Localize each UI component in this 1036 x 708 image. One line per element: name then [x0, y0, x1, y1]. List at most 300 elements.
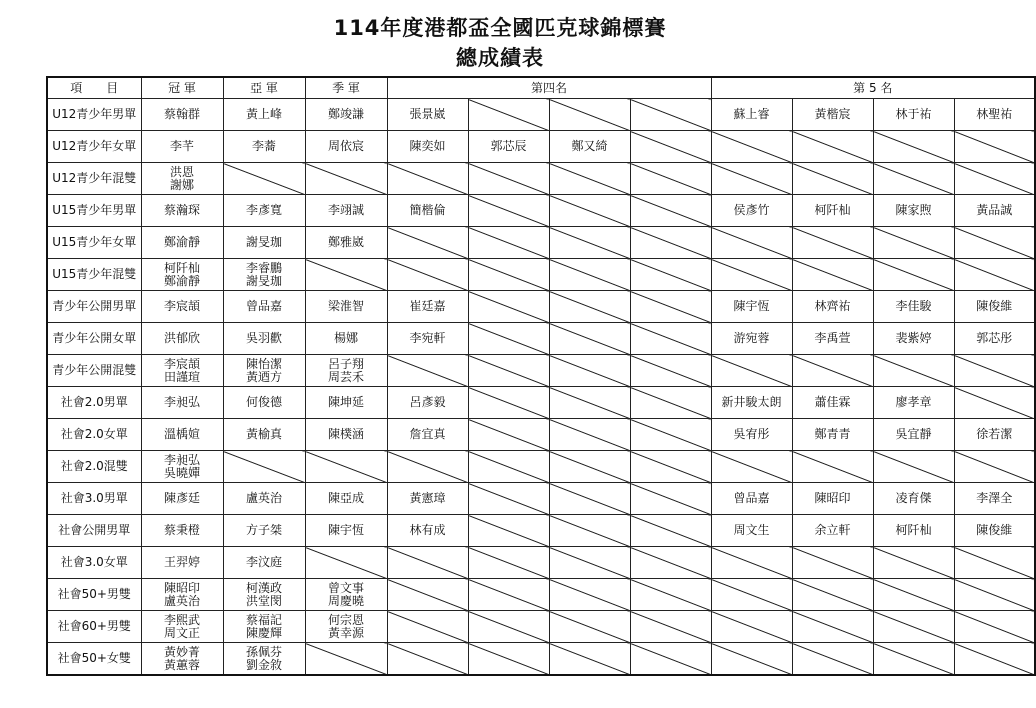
third-cell — [305, 643, 387, 676]
champion-cell — [141, 163, 223, 195]
champion-cell — [141, 611, 223, 643]
fourth-place-cell: 郭芯辰 — [468, 131, 549, 163]
fifth-place-cell: 黃楷宸 — [792, 99, 873, 131]
table-row — [47, 227, 1035, 259]
fifth-place-cell — [792, 227, 873, 259]
fifth-place-cell: 黃品誠 — [954, 195, 1035, 227]
fourth-place-cell: 詹宜真 — [387, 419, 468, 451]
player-name: 謝娜 — [169, 177, 194, 192]
champion-cell — [141, 259, 223, 291]
fifth-place-cell — [792, 451, 873, 483]
fourth-place-cell: 鄭又綺 — [549, 131, 630, 163]
fourth-place-cell — [630, 547, 711, 579]
player-name: 鄭渝靜 — [163, 273, 200, 288]
player-name: 陳彥廷 — [163, 491, 200, 505]
champion-cell — [141, 419, 223, 451]
fifth-place-cell — [792, 611, 873, 643]
player-name: 何宗恩 — [327, 612, 364, 627]
fifth-place-cell: 吳宥彤 — [711, 419, 792, 451]
event-name-cell: 社會50+女雙 — [47, 643, 141, 676]
player-name: 蔡福記 — [245, 612, 282, 627]
fifth-place-cell: 陳宇恆 — [711, 291, 792, 323]
header-third: 季 軍 — [305, 77, 387, 99]
player-name: 梁淮智 — [327, 299, 364, 313]
fifth-place-cell: 李佳駿 — [873, 291, 954, 323]
fourth-place-cell — [630, 355, 711, 387]
player-name: 李芊 — [169, 139, 194, 153]
fourth-place-cell: 崔廷嘉 — [387, 291, 468, 323]
third-cell — [305, 131, 387, 163]
fourth-place-cell — [630, 483, 711, 515]
fifth-place-cell — [873, 131, 954, 163]
runner-up-cell — [223, 611, 305, 643]
fifth-place-cell: 陳昭印 — [792, 483, 873, 515]
page-title: 114年度港都盃全國匹克球錦標賽 — [333, 16, 667, 40]
champion-cell — [141, 547, 223, 579]
runner-up-cell — [223, 643, 305, 676]
champion-cell — [141, 227, 223, 259]
fourth-place-cell — [549, 99, 630, 131]
fourth-place-cell — [549, 259, 630, 291]
player-name: 李昶弘 — [163, 452, 200, 467]
fourth-place-cell — [630, 163, 711, 195]
fifth-place-cell — [873, 643, 954, 676]
fifth-place-cell — [711, 611, 792, 643]
fourth-place-cell: 呂彥毅 — [387, 387, 468, 419]
fourth-place-cell — [549, 483, 630, 515]
fifth-place-cell: 林齊祐 — [792, 291, 873, 323]
fourth-place-cell — [549, 611, 630, 643]
player-name: 溫楀媗 — [163, 427, 200, 441]
table-row — [47, 419, 1035, 451]
table-row — [47, 259, 1035, 291]
fourth-place-cell — [387, 259, 468, 291]
results-table — [46, 76, 1036, 676]
fifth-place-cell — [873, 355, 954, 387]
fourth-place-cell — [468, 611, 549, 643]
fourth-place-cell — [549, 515, 630, 547]
player-name: 黃蕙蓉 — [163, 657, 200, 672]
third-cell — [305, 547, 387, 579]
fourth-place-cell — [630, 611, 711, 643]
fourth-place-cell — [387, 579, 468, 611]
fourth-place-cell — [387, 355, 468, 387]
player-name: 謝旻珈 — [245, 235, 282, 249]
event-name-cell: 青少年公開男單 — [47, 291, 141, 323]
fifth-place-cell: 蘇上睿 — [711, 99, 792, 131]
fourth-place-cell — [468, 579, 549, 611]
fourth-place-cell — [630, 643, 711, 676]
table-row — [47, 643, 1035, 676]
player-name: 洪恩 — [169, 164, 194, 179]
third-cell — [305, 483, 387, 515]
third-cell — [305, 323, 387, 355]
player-name: 李宸頡 — [163, 299, 200, 313]
player-name: 周依宸 — [327, 139, 364, 153]
champion-cell — [141, 355, 223, 387]
fourth-place-cell — [387, 227, 468, 259]
player-name: 李宸頡 — [163, 356, 200, 371]
champion-cell — [141, 483, 223, 515]
player-name: 李昶弘 — [163, 395, 200, 409]
fourth-place-cell — [468, 259, 549, 291]
fifth-place-cell: 吳宜靜 — [873, 419, 954, 451]
fourth-place-cell: 林有成 — [387, 515, 468, 547]
fourth-place-cell — [468, 195, 549, 227]
champion-cell — [141, 451, 223, 483]
fourth-place-cell — [468, 483, 549, 515]
runner-up-cell — [223, 163, 305, 195]
header-item: 項 目 — [47, 77, 141, 99]
event-name-cell: 社會50+男雙 — [47, 579, 141, 611]
player-name: 鄭渝靜 — [163, 235, 200, 249]
third-cell — [305, 291, 387, 323]
fifth-place-cell: 蕭佳霖 — [792, 387, 873, 419]
fourth-place-cell: 陳奕如 — [387, 131, 468, 163]
table-row — [47, 483, 1035, 515]
fourth-place-cell — [549, 291, 630, 323]
player-name: 鄭雅崴 — [327, 235, 364, 249]
third-cell — [305, 387, 387, 419]
event-name-cell: U12青少年男單 — [47, 99, 141, 131]
third-cell — [305, 579, 387, 611]
third-cell — [305, 419, 387, 451]
player-name: 黃榆真 — [245, 427, 282, 441]
runner-up-cell — [223, 291, 305, 323]
player-name: 李彥寬 — [245, 203, 282, 217]
event-name-cell: 社會3.0男單 — [47, 483, 141, 515]
champion-cell — [141, 131, 223, 163]
champion-cell — [141, 291, 223, 323]
player-name: 黃妙菁 — [163, 644, 200, 659]
fourth-place-cell — [549, 195, 630, 227]
player-name: 楊娜 — [333, 331, 358, 345]
runner-up-cell — [223, 259, 305, 291]
fourth-place-cell — [468, 99, 549, 131]
fifth-place-cell — [792, 131, 873, 163]
fourth-place-cell — [468, 547, 549, 579]
player-name: 孫佩芬 — [245, 644, 282, 659]
event-name-cell: 青少年公開女單 — [47, 323, 141, 355]
fourth-place-cell — [630, 387, 711, 419]
header-champion: 冠 軍 — [141, 77, 223, 99]
player-name: 黃迺方 — [245, 369, 282, 384]
fifth-place-cell: 李禹萱 — [792, 323, 873, 355]
player-name: 蔡翰群 — [163, 107, 200, 121]
fourth-place-cell — [468, 323, 549, 355]
player-name: 陳慶輝 — [245, 625, 282, 640]
fifth-place-cell — [792, 643, 873, 676]
fifth-place-cell — [711, 547, 792, 579]
fourth-place-cell — [549, 227, 630, 259]
fourth-place-cell — [630, 131, 711, 163]
fifth-place-cell: 余立軒 — [792, 515, 873, 547]
player-name: 何俊德 — [245, 395, 282, 409]
player-name: 劉金敘 — [245, 657, 282, 672]
champion-cell — [141, 643, 223, 676]
fifth-place-cell — [954, 227, 1035, 259]
table-row — [47, 195, 1035, 227]
runner-up-cell — [223, 483, 305, 515]
player-name: 田謹瑄 — [163, 369, 200, 384]
champion-cell — [141, 579, 223, 611]
fifth-place-cell — [873, 227, 954, 259]
fifth-place-cell — [873, 451, 954, 483]
fourth-place-cell — [468, 227, 549, 259]
page-subtitle: 總成績表 — [456, 46, 544, 70]
table-row — [47, 323, 1035, 355]
fifth-place-cell: 廖孝章 — [873, 387, 954, 419]
runner-up-cell — [223, 547, 305, 579]
fourth-place-cell — [468, 515, 549, 547]
player-name: 蔡秉橙 — [163, 523, 200, 537]
fifth-place-cell — [711, 227, 792, 259]
fourth-place-cell — [468, 291, 549, 323]
table-row — [47, 99, 1035, 131]
fourth-place-cell — [549, 547, 630, 579]
fourth-place-cell — [387, 547, 468, 579]
fifth-place-cell: 凌育傑 — [873, 483, 954, 515]
player-name: 李翊誠 — [327, 203, 364, 217]
fifth-place-cell — [873, 547, 954, 579]
fifth-place-cell — [711, 643, 792, 676]
player-name: 陳昭印 — [163, 580, 200, 595]
player-name: 周文正 — [163, 625, 200, 640]
fourth-place-cell — [630, 291, 711, 323]
fourth-place-cell — [630, 227, 711, 259]
fifth-place-cell: 陳俊維 — [954, 515, 1035, 547]
player-name: 吳羽歡 — [245, 331, 282, 345]
event-name-cell: U12青少年混雙 — [47, 163, 141, 195]
fourth-place-cell — [549, 323, 630, 355]
player-name: 洪堂閔 — [245, 593, 282, 608]
fifth-place-cell: 裴紫婷 — [873, 323, 954, 355]
player-name: 鄭竣謙 — [327, 107, 364, 121]
fifth-place-cell — [954, 611, 1035, 643]
fourth-place-cell — [549, 451, 630, 483]
third-cell — [305, 99, 387, 131]
fifth-place-cell: 柯阡杣 — [873, 515, 954, 547]
fourth-place-cell — [387, 451, 468, 483]
fifth-place-cell — [954, 643, 1035, 676]
fifth-place-cell — [792, 259, 873, 291]
fourth-place-cell: 黃憲璋 — [387, 483, 468, 515]
third-cell — [305, 163, 387, 195]
fifth-place-cell — [873, 163, 954, 195]
runner-up-cell — [223, 355, 305, 387]
third-cell — [305, 355, 387, 387]
fifth-place-cell — [711, 579, 792, 611]
fifth-place-cell — [954, 451, 1035, 483]
player-name: 黃上峰 — [245, 107, 282, 121]
fifth-place-cell — [873, 259, 954, 291]
player-name: 方子桀 — [245, 523, 282, 537]
fourth-place-cell — [630, 259, 711, 291]
player-name: 盧英治 — [245, 491, 282, 505]
fourth-place-cell — [549, 163, 630, 195]
player-name: 周芸禾 — [327, 369, 364, 384]
runner-up-cell — [223, 451, 305, 483]
fifth-place-cell: 林聖祐 — [954, 99, 1035, 131]
fourth-place-cell — [549, 387, 630, 419]
player-name: 李睿鵬 — [245, 260, 282, 275]
champion-cell — [141, 515, 223, 547]
fifth-place-cell — [954, 355, 1035, 387]
event-name-cell: U15青少年混雙 — [47, 259, 141, 291]
fourth-place-cell — [468, 163, 549, 195]
player-name: 李汶庭 — [245, 555, 282, 569]
fifth-place-cell — [792, 547, 873, 579]
fourth-place-cell — [549, 579, 630, 611]
fifth-place-cell — [711, 259, 792, 291]
event-name-cell: 社會2.0女單 — [47, 419, 141, 451]
fifth-place-cell — [954, 259, 1035, 291]
fifth-place-cell — [954, 579, 1035, 611]
champion-cell — [141, 99, 223, 131]
fifth-place-cell: 陳家煦 — [873, 195, 954, 227]
table-row — [47, 131, 1035, 163]
fifth-place-cell — [792, 355, 873, 387]
fifth-place-cell — [711, 355, 792, 387]
table-row — [47, 579, 1035, 611]
third-cell — [305, 227, 387, 259]
fifth-place-cell — [711, 163, 792, 195]
event-name-cell: 社會2.0男單 — [47, 387, 141, 419]
player-name: 陳怡潔 — [245, 356, 282, 371]
fifth-place-cell — [792, 579, 873, 611]
fifth-place-cell — [873, 611, 954, 643]
third-cell — [305, 451, 387, 483]
fourth-place-cell — [387, 611, 468, 643]
fourth-place-cell — [468, 643, 549, 676]
table-row — [47, 515, 1035, 547]
fifth-place-cell — [954, 131, 1035, 163]
fifth-place-cell — [873, 579, 954, 611]
player-name: 陳樸涵 — [327, 427, 364, 441]
event-name-cell: U12青少年女單 — [47, 131, 141, 163]
fifth-place-cell: 鄭青青 — [792, 419, 873, 451]
event-name-cell: 青少年公開混雙 — [47, 355, 141, 387]
fourth-place-cell — [630, 419, 711, 451]
fourth-place-cell — [630, 195, 711, 227]
fifth-place-cell: 周文生 — [711, 515, 792, 547]
fourth-place-cell — [549, 643, 630, 676]
event-name-cell: 社會公開男單 — [47, 515, 141, 547]
fourth-place-cell — [549, 419, 630, 451]
fourth-place-cell: 張景崴 — [387, 99, 468, 131]
fourth-place-cell — [468, 355, 549, 387]
player-name: 周慶曉 — [327, 593, 364, 608]
event-name-cell: 社會3.0女單 — [47, 547, 141, 579]
fifth-place-cell — [954, 387, 1035, 419]
fourth-place-cell — [468, 419, 549, 451]
fourth-place-cell — [468, 387, 549, 419]
fifth-place-cell: 徐若潔 — [954, 419, 1035, 451]
fifth-place-cell: 曾品嘉 — [711, 483, 792, 515]
fourth-place-cell: 簡楷倫 — [387, 195, 468, 227]
event-name-cell: 社會2.0混雙 — [47, 451, 141, 483]
fourth-place-cell — [549, 355, 630, 387]
fourth-place-cell — [630, 451, 711, 483]
player-name: 洪郁欣 — [163, 331, 200, 345]
fifth-place-cell: 柯阡杣 — [792, 195, 873, 227]
third-cell — [305, 611, 387, 643]
fourth-place-cell — [468, 451, 549, 483]
fifth-place-cell: 李澤全 — [954, 483, 1035, 515]
player-name: 柯漢政 — [245, 580, 282, 595]
player-name: 陳宇恆 — [327, 523, 364, 537]
fifth-place-cell — [954, 163, 1035, 195]
table-body — [47, 99, 1035, 676]
fifth-place-cell: 游宛蓉 — [711, 323, 792, 355]
table-row — [47, 163, 1035, 195]
player-name: 蔡瀚琛 — [163, 203, 200, 217]
third-cell — [305, 195, 387, 227]
champion-cell — [141, 195, 223, 227]
table-row — [47, 547, 1035, 579]
player-name: 呂子翔 — [327, 356, 364, 371]
player-name: 柯阡杣 — [163, 260, 200, 275]
third-cell — [305, 515, 387, 547]
player-name: 曾品嘉 — [245, 299, 282, 313]
table-row — [47, 355, 1035, 387]
player-name: 李熙武 — [163, 612, 200, 627]
table-row — [47, 611, 1035, 643]
runner-up-cell — [223, 387, 305, 419]
fifth-place-cell: 陳俊維 — [954, 291, 1035, 323]
table-row — [47, 291, 1035, 323]
champion-cell — [141, 387, 223, 419]
player-name: 曾文事 — [327, 580, 364, 595]
fourth-place-cell — [630, 515, 711, 547]
fourth-place-cell — [630, 323, 711, 355]
header-runner-up: 亞 軍 — [223, 77, 305, 99]
runner-up-cell — [223, 227, 305, 259]
fifth-place-cell — [711, 131, 792, 163]
event-name-cell: 社會60+男雙 — [47, 611, 141, 643]
runner-up-cell — [223, 131, 305, 163]
player-name: 吳曉嬋 — [163, 465, 200, 480]
runner-up-cell — [223, 195, 305, 227]
player-name: 陳坤延 — [327, 395, 364, 409]
player-name: 王羿婷 — [163, 555, 200, 569]
fifth-place-cell: 郭芯彤 — [954, 323, 1035, 355]
runner-up-cell — [223, 323, 305, 355]
fifth-place-cell — [792, 163, 873, 195]
header-fifth: 第 5 名 — [711, 77, 1035, 99]
event-name-cell: U15青少年女單 — [47, 227, 141, 259]
player-name: 盧英治 — [163, 593, 200, 608]
player-name: 李蕎 — [251, 139, 276, 153]
header-fourth: 第四名 — [387, 77, 711, 99]
table-header-row — [47, 77, 1035, 99]
fourth-place-cell — [630, 99, 711, 131]
fourth-place-cell — [630, 579, 711, 611]
runner-up-cell — [223, 419, 305, 451]
fifth-place-cell — [711, 451, 792, 483]
fifth-place-cell: 侯彥竹 — [711, 195, 792, 227]
fourth-place-cell — [387, 643, 468, 676]
third-cell — [305, 259, 387, 291]
fourth-place-cell: 李宛軒 — [387, 323, 468, 355]
table-row — [47, 451, 1035, 483]
runner-up-cell — [223, 515, 305, 547]
fifth-place-cell — [954, 547, 1035, 579]
runner-up-cell — [223, 99, 305, 131]
player-name: 謝旻珈 — [245, 273, 282, 288]
event-name-cell: U15青少年男單 — [47, 195, 141, 227]
fifth-place-cell: 林于祐 — [873, 99, 954, 131]
